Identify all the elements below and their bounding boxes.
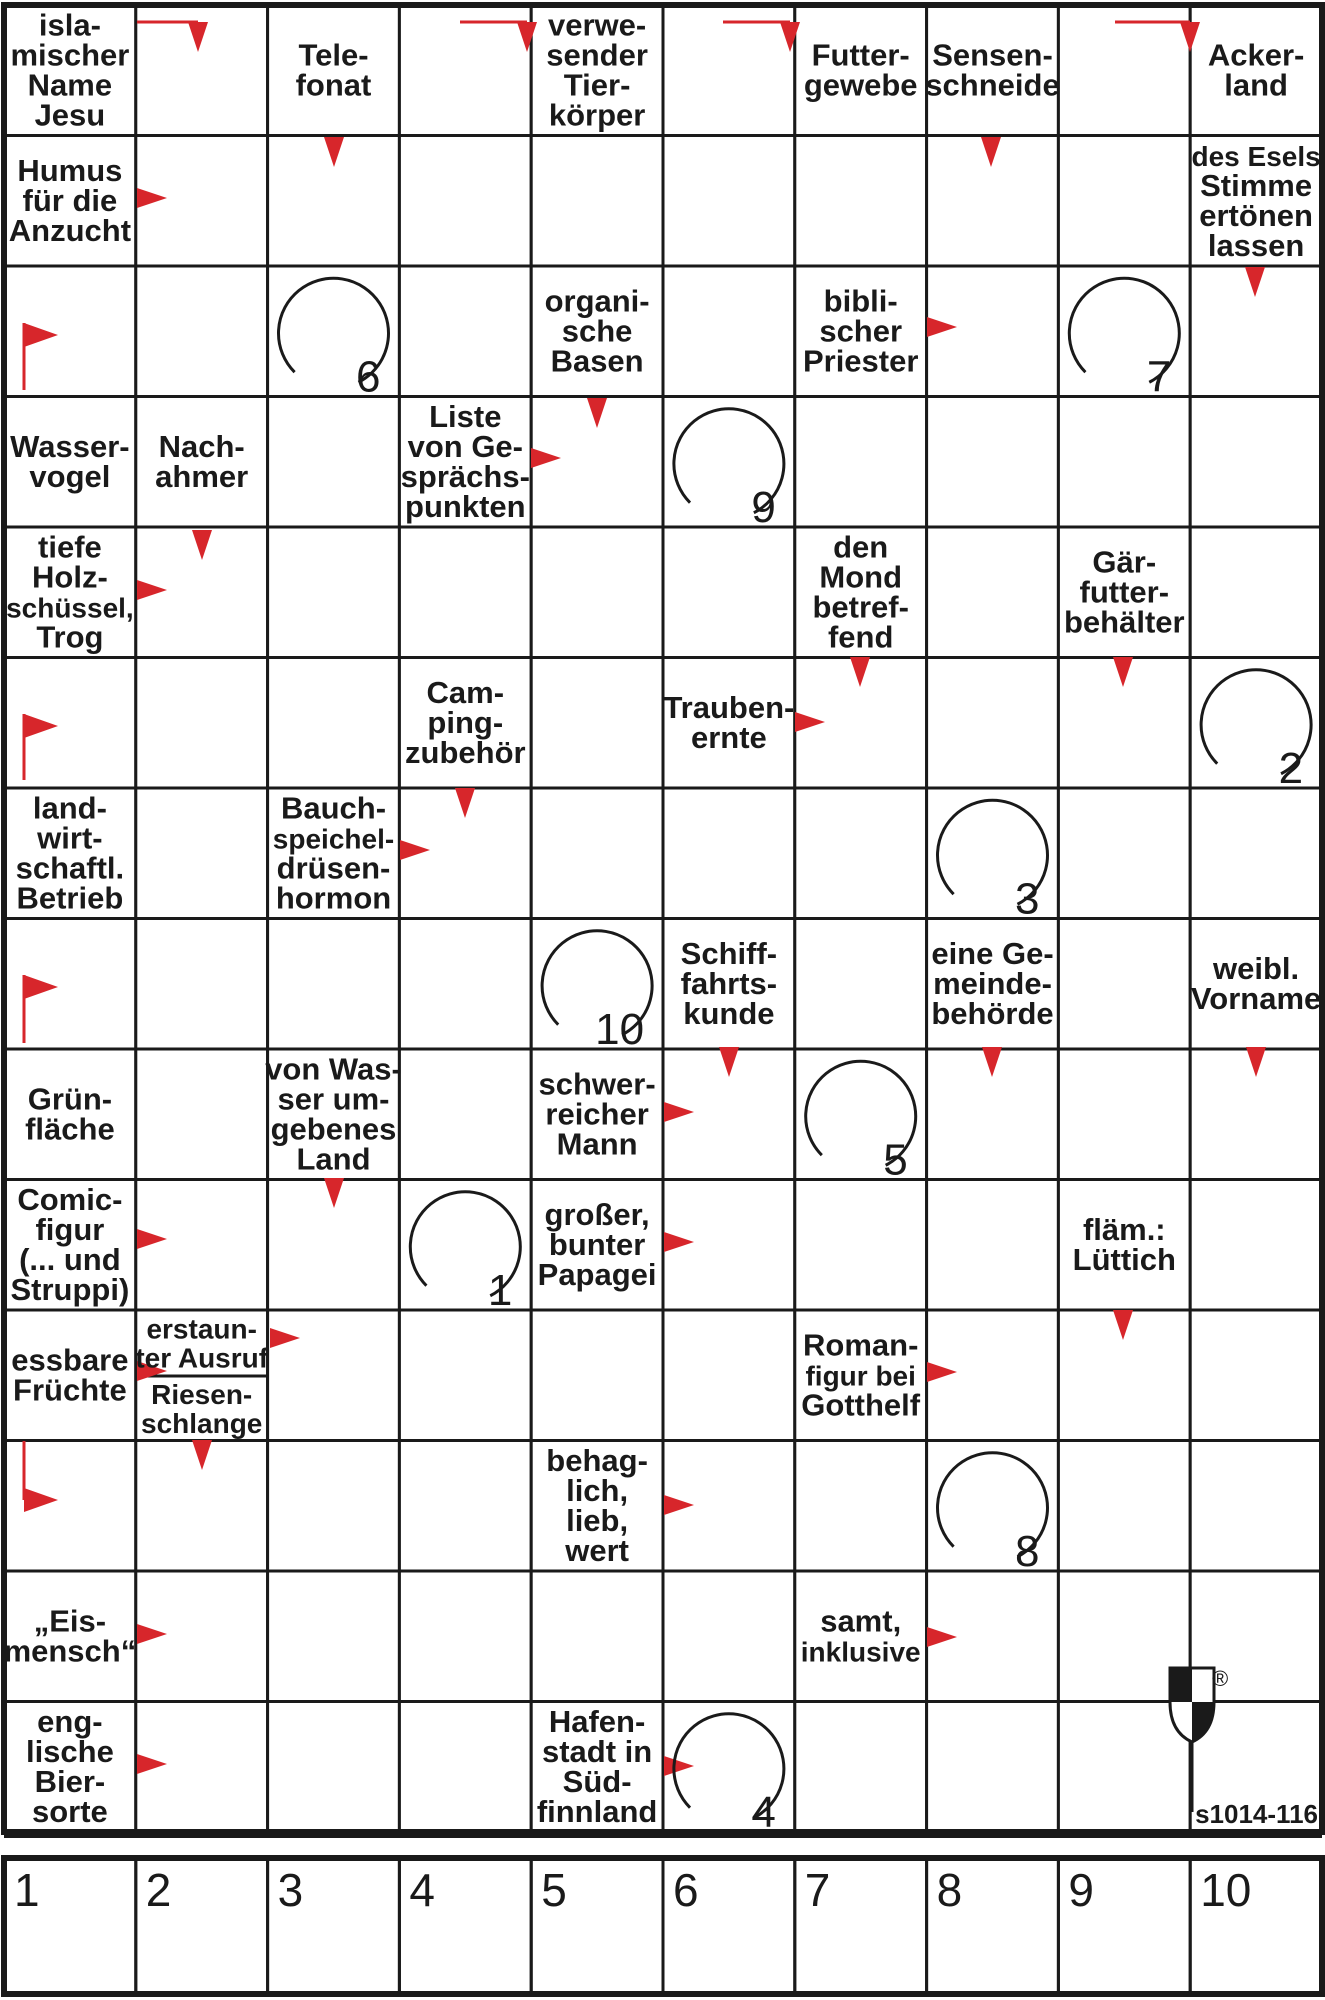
answer-cell[interactable] (1058, 5, 1190, 136)
clue-text: „Eis- (33, 1603, 107, 1639)
clue-text: ertönen (1199, 197, 1313, 233)
clue-text: von Ge- (407, 428, 524, 464)
answer-cell[interactable] (927, 397, 1059, 528)
clue-text: Riesen- (151, 1378, 253, 1410)
clue-text: speichel- (272, 823, 395, 855)
clue-text: (... und (19, 1241, 121, 1277)
clue-text: Tele- (298, 37, 369, 73)
answer-cell[interactable] (663, 136, 795, 267)
clue-text: land (1224, 67, 1288, 103)
clue-text: behörde (931, 995, 1054, 1031)
clue-text: isla- (38, 7, 101, 43)
answer-cell[interactable] (663, 266, 795, 397)
clue-text: fonat (295, 67, 372, 103)
clue-text: sche (561, 313, 633, 349)
circle-number: 8 (1015, 1526, 1040, 1576)
answer-cell[interactable] (531, 527, 663, 658)
solution-number: 2 (145, 1864, 172, 1916)
clue-text: tiefe (38, 529, 102, 565)
answer-cell[interactable] (795, 1441, 927, 1572)
answer-cell[interactable] (531, 658, 663, 789)
clue-text: stadt in (541, 1733, 653, 1769)
clue-text: Gär- (1092, 544, 1157, 580)
answer-cell[interactable] (399, 5, 531, 136)
answer-cell[interactable] (927, 1180, 1059, 1311)
clue-text: Priester (802, 343, 919, 379)
clue-text: Holz- (32, 559, 108, 595)
clue-text: meinde- (933, 965, 1052, 1001)
answer-cell[interactable] (399, 919, 531, 1050)
clue-text: körper (548, 97, 646, 133)
answer-cell[interactable] (1058, 397, 1190, 528)
clue-text: eine Ge- (931, 935, 1054, 971)
answer-cell[interactable] (1190, 788, 1322, 919)
clue-text: reicher (545, 1096, 649, 1132)
clue-text: mischer (10, 37, 130, 73)
clue-text: des Esels (1191, 140, 1321, 172)
answer-cell[interactable] (136, 266, 268, 397)
clue-text: Gotthelf (801, 1387, 921, 1423)
clue-text: ahmer (155, 458, 249, 494)
answer-cell[interactable] (795, 1180, 927, 1311)
clue-text: sprächs- (400, 458, 530, 494)
solution-number: 10 (1200, 1864, 1252, 1916)
clue-text: fläm.: (1082, 1211, 1166, 1247)
clue-text: eng- (37, 1703, 103, 1739)
clue-text: lich, (566, 1472, 629, 1508)
answer-cell[interactable] (531, 788, 663, 919)
answer-cell[interactable] (1058, 1049, 1190, 1180)
answer-cell[interactable] (927, 1702, 1059, 1833)
circle-number: 3 (1015, 874, 1040, 924)
clue-text: Sensen- (932, 37, 1053, 73)
circle-number: 6 (356, 352, 381, 402)
clue-text: essbare (11, 1342, 129, 1378)
answer-cell[interactable] (531, 136, 663, 267)
solution-number: 6 (673, 1864, 699, 1916)
answer-cell[interactable] (1190, 1310, 1322, 1441)
answer-cell[interactable] (1058, 919, 1190, 1050)
clue-text: großer, (544, 1196, 650, 1232)
answer-cell[interactable] (136, 658, 268, 789)
clue-text: figur (35, 1211, 105, 1247)
answer-cell[interactable] (531, 1571, 663, 1702)
clue-text: Basen (550, 343, 644, 379)
clue-text: weibl. (1213, 950, 1300, 986)
answer-cell[interactable] (795, 1702, 927, 1833)
answer-cell[interactable] (1190, 1180, 1322, 1311)
clue-text: für die (22, 182, 118, 218)
solution-number: 8 (936, 1864, 963, 1916)
clue-text: Süd- (562, 1763, 632, 1799)
clue-text: Humus (17, 152, 123, 188)
clue-text: vogel (29, 458, 111, 494)
solution-strip (4, 1836, 1322, 1994)
clue-text: ernte (690, 719, 767, 755)
clue-text: Nach- (158, 428, 245, 464)
answer-cell[interactable] (268, 1310, 400, 1441)
clue-text: land- (32, 790, 107, 826)
answer-cell[interactable] (136, 1180, 268, 1311)
clue-text: Früchte (13, 1372, 127, 1408)
answer-cell[interactable] (136, 1049, 268, 1180)
clue-text: Schiff- (680, 935, 778, 971)
clue-text: sender (546, 37, 648, 73)
clue-text: scher (819, 313, 903, 349)
clue-text: inklusive (800, 1636, 921, 1668)
clue-text: punkten (405, 488, 526, 524)
answer-cell[interactable] (268, 527, 400, 658)
clue-text: Betrieb (16, 880, 124, 916)
solution-number: 3 (277, 1864, 304, 1916)
answer-cell[interactable] (399, 136, 531, 267)
clue-text: Struppi) (10, 1271, 130, 1307)
clue-text: schüssel, (6, 592, 134, 624)
answer-cell[interactable] (663, 5, 795, 136)
clue-text: behälter (1063, 604, 1185, 640)
circle-number: 4 (751, 1787, 776, 1837)
clue-text: organi- (544, 283, 650, 319)
answer-cell[interactable] (531, 1310, 663, 1441)
answer-cell[interactable] (795, 397, 927, 528)
circle-number: 2 (1278, 743, 1304, 793)
clue-text: ser um- (277, 1081, 390, 1117)
clue-text: Futter- (811, 37, 910, 73)
clue-text: Mann (556, 1126, 638, 1162)
clue-text: Anzucht (8, 212, 132, 248)
clue-text: Acker- (1207, 37, 1305, 73)
clue-text: schneide (925, 67, 1060, 103)
clue-text: fläche (25, 1111, 115, 1147)
clue-text: schaftl. (15, 850, 125, 886)
solution-number: 1 (14, 1864, 40, 1916)
clue-text: bibli- (823, 283, 898, 319)
clue-text: figur bei (805, 1360, 916, 1392)
answer-cell[interactable] (927, 266, 1059, 397)
answer-cell[interactable] (927, 527, 1059, 658)
clue-text: Land (296, 1141, 371, 1177)
answer-cell[interactable] (795, 788, 927, 919)
answer-cell[interactable] (663, 1571, 795, 1702)
shield-quarter (1170, 1668, 1192, 1702)
answer-cell[interactable] (399, 527, 531, 658)
answer-cell[interactable] (1058, 1702, 1190, 1833)
answer-cell[interactable] (268, 919, 400, 1050)
clue-text: Jesu (34, 97, 106, 133)
clue-text: lassen (1207, 227, 1305, 263)
answer-cell[interactable] (1058, 1441, 1190, 1572)
circle-number: 1 (487, 1265, 513, 1315)
clue-text: Liste (429, 398, 502, 434)
clue-text: von Was- (265, 1051, 402, 1087)
clue-text: Trog (36, 619, 104, 655)
clue-text: samt, (820, 1603, 902, 1639)
answer-cell[interactable] (399, 1571, 531, 1702)
clue-text: Comic- (17, 1181, 123, 1217)
clue-text: Mond (819, 559, 903, 595)
clue-text: wirt- (37, 820, 103, 856)
clue-text: Bauch- (280, 790, 387, 826)
answer-cell[interactable] (663, 1310, 795, 1441)
clue-text: lieb, (566, 1502, 629, 1538)
clue-text: Grün- (27, 1081, 113, 1117)
clue-text: den (833, 529, 889, 565)
answer-cell[interactable] (268, 1702, 400, 1833)
clue-text: fahrts- (680, 965, 778, 1001)
answer-cell[interactable] (1058, 788, 1190, 919)
clue-text: mensch“ (3, 1633, 137, 1669)
clue-text: finnland (536, 1793, 658, 1829)
circle-number: 10 (595, 1004, 645, 1054)
answer-cell[interactable] (268, 1441, 400, 1572)
clue-text: futter- (1079, 574, 1170, 610)
clue-text: Papagei (537, 1256, 657, 1292)
clue-text: Stimme (1200, 167, 1313, 203)
clue-text: behag- (546, 1442, 648, 1478)
clue-text: Tier- (563, 67, 631, 103)
answer-cell[interactable] (399, 1441, 531, 1572)
clue-text: gebenes (270, 1111, 397, 1147)
circle-number: 5 (883, 1135, 908, 1185)
clue-text: Hafen- (548, 1703, 646, 1739)
answer-cell[interactable] (399, 1049, 531, 1180)
solution-number: 9 (1068, 1864, 1094, 1916)
clue-text: Cam- (426, 674, 505, 710)
answer-cell[interactable] (795, 919, 927, 1050)
registered-mark: ® (1212, 1666, 1229, 1691)
clue-text: Trauben- (663, 689, 795, 725)
clue-text: lische (25, 1733, 114, 1769)
solution-number: 5 (541, 1864, 567, 1916)
answer-cell[interactable] (663, 527, 795, 658)
answer-cell[interactable] (1190, 397, 1322, 528)
clue-text: hormon (275, 880, 392, 916)
answer-cell[interactable] (1190, 527, 1322, 658)
solution-number: 7 (804, 1864, 831, 1916)
answer-cell[interactable] (795, 136, 927, 267)
clue-text: Bier- (34, 1763, 106, 1799)
answer-cell[interactable] (1058, 136, 1190, 267)
clue-text: wert (565, 1532, 629, 1568)
clue-text: bunter (548, 1226, 646, 1262)
answer-cell[interactable] (663, 788, 795, 919)
clue-text: gewebe (803, 67, 918, 103)
circle-number: 9 (751, 482, 776, 532)
clue-text: betref- (812, 589, 909, 625)
answer-cell[interactable] (927, 658, 1059, 789)
answer-cell[interactable] (268, 397, 400, 528)
solution-number: 4 (409, 1864, 435, 1916)
circle-number: 7 (1146, 352, 1172, 402)
answer-cell[interactable] (136, 788, 268, 919)
clue-text: Vorname (1190, 980, 1322, 1016)
clue-text: erstaun- (146, 1313, 257, 1345)
clue-text: drüsen- (276, 850, 391, 886)
clue-text: Wasser- (10, 428, 130, 464)
answer-cell[interactable] (1190, 1441, 1322, 1572)
clue-text: Name (27, 67, 113, 103)
clue-text: Roman- (803, 1327, 919, 1363)
answer-cell[interactable] (268, 1571, 400, 1702)
clue-text: verwe- (547, 7, 647, 43)
clue-text: zubehör (405, 734, 526, 770)
clue-text: schwer- (538, 1066, 656, 1102)
clue-text: kunde (683, 995, 775, 1031)
clue-text: Lüttich (1072, 1241, 1176, 1277)
puzzle-code: s1014-116 (1195, 1799, 1318, 1829)
clue-text: schlange (141, 1407, 263, 1439)
answer-cell[interactable] (136, 919, 268, 1050)
clue-text: ping- (427, 704, 504, 740)
answer-cell[interactable] (268, 658, 400, 789)
clue-text: ter Ausruf (135, 1342, 269, 1374)
answer-cell[interactable] (399, 1702, 531, 1833)
answer-cell[interactable] (399, 266, 531, 397)
answer-cell[interactable] (399, 1310, 531, 1441)
clue-text: sorte (31, 1793, 108, 1829)
clue-text: fend (827, 619, 894, 655)
